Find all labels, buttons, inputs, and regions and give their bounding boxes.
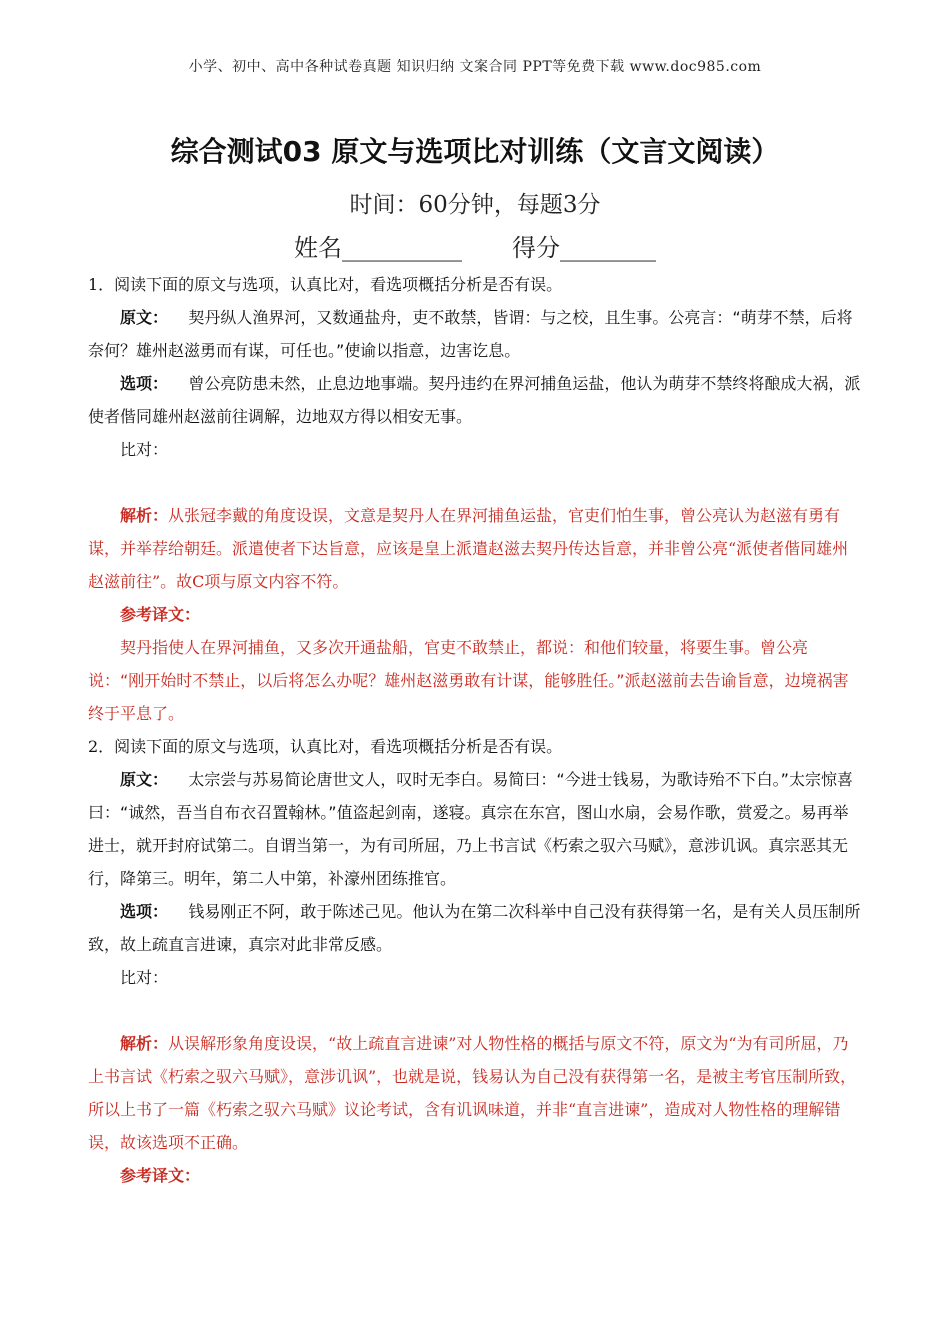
q2-analysis bbox=[88, 1027, 864, 1159]
q2-compare: 比对： bbox=[120, 968, 169, 987]
site-header: 小学、初中、高中各种试卷真题 知识归纳 文案合同 PPT等免费下载 www.doc985.com bbox=[188, 59, 762, 75]
q2-original bbox=[88, 763, 864, 895]
q2-stem: 2．阅读下面的原文与选项，认真比对，看选项概括分析是否有误。 bbox=[88, 737, 563, 756]
q1-translation-label: 参考译文： bbox=[120, 605, 201, 624]
q1-option-text: 曾公亮防患未然，止息边地事端。契丹违约在界河捕鱼运盐，他认为萌芽不禁终将酿成大祸，派使者偕同雄州赵滋前往调解，边地双方得以相安无事。 bbox=[88, 374, 861, 426]
score-field: 得分________ bbox=[512, 234, 656, 262]
content-body bbox=[88, 268, 864, 1192]
q1-option-label: 选项： bbox=[120, 374, 169, 393]
q2-analysis-label: 解析： bbox=[120, 1034, 169, 1053]
q1-analysis-text: 从张冠李戴的角度设误，文意是契丹人在界河捕鱼运盐，官吏们怕生事，曾公亮认为赵滋有勇有谋，并举荐给朝廷。派遣使者下达旨意，应该是皇上派遣赵滋去契丹传达旨意，并非曾公亮“派使者偕同雄州赵滋前往”。故C项与原文内容不符。 bbox=[88, 506, 849, 591]
q2-original-label: 原文： bbox=[120, 770, 169, 789]
q2-option-label: 选项： bbox=[120, 902, 169, 921]
q1-original-text: 契丹纵人渔界河，又数通盐舟，吏不敢禁，皆谓：与之校，且生事。公亮言：“萌芽不禁，后将奈何？雄州赵滋勇而有谋，可任也。”使谕以指意，边害讫息。 bbox=[88, 308, 853, 360]
q1-original bbox=[88, 301, 864, 367]
q1-translation-text: 契丹指使人在界河捕鱼，又多次开通盐船，官吏不敢禁止，都说：和他们较量，将要生事。曾公亮说：“刚开始时不禁止，以后将怎么办呢？雄州赵滋勇敢有计谋，能够胜任。”派赵滋前去告谕旨意，边境祸害终于平息了。 bbox=[88, 638, 849, 723]
q2-original-text: 太宗尝与苏易简论唐世文人，叹时无李白。易简曰：“今进士钱易，为歌诗殆不下白。”太宗惊喜曰：“诚然，吾当自布衣召置翰林。”值盗起剑南，遂寝。真宗在东宫，图山水扇，会易作歌，赏爱之。易再举进士，就开封府试第二。自谓当第一，为有司所屈，乃上书言试《朽索之驭六马赋》，意涉讥讽。真宗恶其无行，降第三。明年，第二人中第，补濠州团练推官。 bbox=[88, 770, 853, 888]
q1-stem: 1．阅读下面的原文与选项，认真比对，看选项概括分析是否有误。 bbox=[88, 275, 563, 294]
name-field: 姓名__________ bbox=[294, 234, 462, 262]
q2-option bbox=[88, 895, 864, 961]
q1-compare: 比对： bbox=[120, 440, 169, 459]
page-title: 综合测试03 原文与选项比对训练（文言文阅读） bbox=[170, 135, 780, 168]
q2-translation-label: 参考译文： bbox=[120, 1166, 201, 1185]
q1-analysis bbox=[88, 499, 864, 598]
q1-original-label: 原文： bbox=[120, 308, 169, 327]
time-info: 时间：60分钟，每题3分 bbox=[349, 192, 601, 218]
q2-analysis-text: 从误解形象角度设误，“故上疏直言进谏”对人物性格的概括与原文不符，原文为“为有司所屈，乃上书言试《朽索之驭六马赋》，意涉讥讽”，也就是说，钱易认为自己没有获得第一名，是被主考官压制所致，所以上书了一篇《朽索之驭六马赋》议论考试，含有讥讽味道，并非“直言进谏”，造成对人物性格的理解错误，故该选项不正确。 bbox=[88, 1034, 857, 1152]
q1-analysis-label: 解析： bbox=[120, 506, 169, 525]
q2-option-text: 钱易刚正不阿，敢于陈述己见。他认为在第二次科举中自己没有获得第一名，是有关人员压制所致，故上疏直言进谏，真宗对此非常反感。 bbox=[88, 902, 861, 954]
name-score-line bbox=[0, 228, 950, 263]
q1-option bbox=[88, 367, 864, 433]
